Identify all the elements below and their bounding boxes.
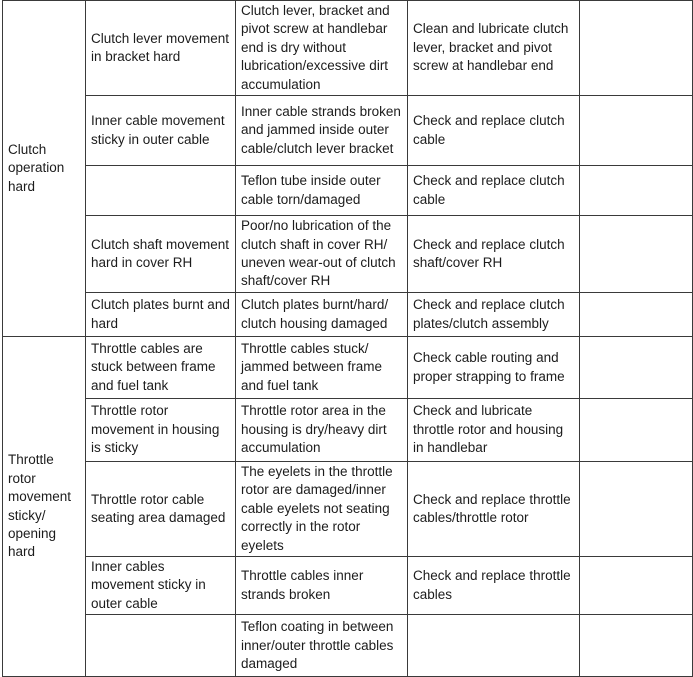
table-row: [3, 462, 693, 557]
extra-cell: [580, 216, 693, 293]
remedy-cell: Check and replace clutch plates/clutch assembly: [408, 293, 580, 337]
cause-cell: Clutch shaft movement hard in cover RH: [86, 216, 236, 293]
table-row: [3, 96, 693, 166]
remedy-cell: Check and replace clutch shaft/cover RH: [408, 216, 580, 293]
remedy-cell: Check and replace throttle cables: [408, 557, 580, 615]
remedy-cell: Check and replace throttle cables/throttle rotor: [408, 462, 580, 557]
extra-cell: [580, 1, 693, 96]
remedy-cell: Check and replace clutch cable: [408, 166, 580, 216]
extra-cell: [580, 557, 693, 615]
table-row: [3, 557, 693, 615]
extra-cell: [580, 615, 693, 677]
detail-cell: Inner cable strands broken and jammed inside outer cable/clutch lever bracket: [236, 96, 408, 166]
table-row: [3, 337, 693, 399]
remedy-cell: Check and lubricate throttle rotor and housing in handlebar: [408, 399, 580, 462]
symptom-cell: Throttle rotor movement sticky/ opening hard: [3, 337, 86, 677]
cause-cell: Throttle cables are stuck between frame and fuel tank: [86, 337, 236, 399]
extra-cell: [580, 166, 693, 216]
detail-cell: Teflon tube inside outer cable torn/damaged: [236, 166, 408, 216]
detail-cell: Throttle cables stuck/ jammed between frame and fuel tank: [236, 337, 408, 399]
cause-cell: Throttle rotor cable seating area damaged: [86, 462, 236, 557]
detail-cell: The eyelets in the throttle rotor are damaged/inner cable eyelets not seating correctly in the rotor eyelets: [236, 462, 408, 557]
remedy-cell: [408, 615, 580, 677]
detail-cell: Clutch plates burnt/hard/ clutch housing damaged: [236, 293, 408, 337]
extra-cell: [580, 399, 693, 462]
table-row: [3, 615, 693, 677]
cause-cell: Throttle rotor movement in housing is sticky: [86, 399, 236, 462]
detail-cell: Clutch lever, bracket and pivot screw at handlebar end is dry without lubrication/excessive dirt accumulation: [236, 1, 408, 96]
extra-cell: [580, 293, 693, 337]
detail-cell: Poor/no lubrication of the clutch shaft in cover RH/ uneven wear-out of clutch shaft/cover RH: [236, 216, 408, 293]
remedy-cell: Check and replace clutch cable: [408, 96, 580, 166]
symptom-cell: Clutch operation hard: [3, 1, 86, 337]
extra-cell: [580, 337, 693, 399]
cause-cell: Inner cables movement sticky in outer cable: [86, 557, 236, 615]
table-row: [3, 399, 693, 462]
table-row: [3, 166, 693, 216]
troubleshooting-table: [2, 0, 693, 677]
detail-cell: Throttle rotor area in the housing is dry/heavy dirt accumulation: [236, 399, 408, 462]
table-row: [3, 1, 693, 96]
cause-cell: [86, 615, 236, 677]
remedy-cell: Clean and lubricate clutch lever, bracket and pivot screw at handlebar end: [408, 1, 580, 96]
table-row: [3, 293, 693, 337]
cause-cell: Clutch plates burnt and hard: [86, 293, 236, 337]
extra-cell: [580, 462, 693, 557]
cause-cell: [86, 166, 236, 216]
extra-cell: [580, 96, 693, 166]
cause-cell: Clutch lever movement in bracket hard: [86, 1, 236, 96]
detail-cell: Teflon coating in between inner/outer throttle cables damaged: [236, 615, 408, 677]
detail-cell: Throttle cables inner strands broken: [236, 557, 408, 615]
remedy-cell: Check cable routing and proper strapping to frame: [408, 337, 580, 399]
cause-cell: Inner cable movement sticky in outer cable: [86, 96, 236, 166]
table-row: [3, 216, 693, 293]
